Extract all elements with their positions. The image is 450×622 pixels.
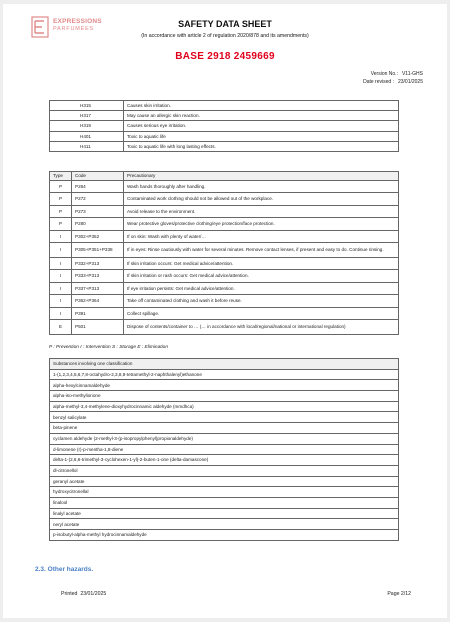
precaution-code: P362+P364 bbox=[72, 295, 124, 307]
precaution-text: If skin irritation or rash occurs: Get medical advice/attention. bbox=[124, 270, 399, 282]
section-heading-other-hazards: 2.3. Other hazards. bbox=[35, 566, 94, 573]
substance-name: geranyl acetate bbox=[50, 476, 399, 487]
logo-line-1: EXPRESSIONS bbox=[53, 18, 102, 25]
hazard-statements-table bbox=[49, 100, 399, 152]
version-label: Version No.: bbox=[370, 71, 398, 77]
table-row bbox=[50, 444, 399, 455]
precaution-type: P bbox=[50, 205, 72, 217]
table-row bbox=[50, 193, 399, 205]
table-row bbox=[50, 519, 399, 530]
table-row bbox=[50, 487, 399, 498]
precaution-code: P302+P352 bbox=[72, 230, 124, 242]
hazard-text: Causes skin irritation. bbox=[124, 101, 399, 111]
precaution-type: E bbox=[50, 319, 72, 334]
substance-name: alpha-methyl-3,4-methylene-dioxyhydrocinnamic aldehyde (mmdhca) bbox=[50, 401, 399, 412]
precaution-text: Dispose of contents/container to … (… in accordance with local/regional/national or international regulation) bbox=[124, 319, 399, 334]
table-row bbox=[50, 141, 399, 151]
precaution-text: Contaminated work clothing should not be allowed out of the workplace. bbox=[124, 193, 399, 205]
date-revised-value: 23/01/2025 bbox=[397, 79, 423, 85]
table-row bbox=[50, 497, 399, 508]
precaution-code: P305+P351+P338 bbox=[72, 242, 124, 257]
precaution-code: P337+P313 bbox=[72, 282, 124, 294]
hazard-code: H315 bbox=[50, 101, 124, 111]
table-row bbox=[50, 380, 399, 391]
table-row bbox=[50, 476, 399, 487]
precaution-type: I bbox=[50, 295, 72, 307]
substance-name: benzyl salicylate bbox=[50, 412, 399, 423]
table-row bbox=[50, 455, 399, 466]
substance-name: d-limonene (r)-p-mentha-1,8-diene bbox=[50, 444, 399, 455]
column-header-precautionary: Precautionary bbox=[124, 172, 399, 181]
table-row bbox=[50, 181, 399, 193]
hazard-code: H401 bbox=[50, 131, 124, 141]
date-revised-label: Date revised : bbox=[363, 79, 394, 85]
substance-name: p-isobutyl-alpha-methyl hydrocinnamaldehyde bbox=[50, 530, 399, 541]
product-name: BASE 2918 2459669 bbox=[175, 51, 275, 62]
table-row bbox=[50, 412, 399, 423]
table-row bbox=[50, 295, 399, 307]
precaution-type: I bbox=[50, 270, 72, 282]
table-row bbox=[50, 131, 399, 141]
document-title: SAFETY DATA SHEET bbox=[178, 19, 272, 29]
precaution-type-legend: P : Prevention I : Intervention S : Storage E : Elimination bbox=[49, 345, 169, 350]
printed-date-value: 23/01/2025 bbox=[80, 591, 107, 597]
table-row bbox=[50, 465, 399, 476]
version-line bbox=[371, 71, 423, 77]
precaution-text: Take off contaminated clothing and wash it before reuse. bbox=[124, 295, 399, 307]
precaution-code: P333+P313 bbox=[72, 270, 124, 282]
column-header-code: Code bbox=[72, 172, 124, 181]
precaution-type: I bbox=[50, 242, 72, 257]
column-header-type: Type bbox=[50, 172, 72, 181]
table-row bbox=[50, 205, 399, 217]
table-row bbox=[50, 391, 399, 402]
precaution-code: P264 bbox=[72, 181, 124, 193]
substance-name: hydroxycitronellal bbox=[50, 487, 399, 498]
page-number: Page 2/12 bbox=[387, 591, 411, 597]
precaution-text: If in eyes: Rinse cautiously with water for several minutes. Remove contact lenses, if present and easy to do. Continue rinsing. bbox=[124, 242, 399, 257]
table-row bbox=[50, 307, 399, 319]
precaution-code: P501 bbox=[72, 319, 124, 334]
logo-line-2: PARFUMÉES bbox=[53, 26, 95, 32]
precautionary-statements-table bbox=[49, 171, 399, 335]
substance-name: delta-1-(2,6,6-trimethyl-3-cyclohexen-1-yl)-2-buten-1-one (delta-damascone) bbox=[50, 455, 399, 466]
table-row bbox=[50, 423, 399, 434]
substance-name: 1-(1,2,3,4,5,6,7,8-octahydro-2,3,8,8-tetramethyl-2-naphthalenyl)ethanone bbox=[50, 369, 399, 380]
precaution-type: I bbox=[50, 230, 72, 242]
table-row bbox=[50, 508, 399, 519]
precaution-text: If skin irritation occurs: Get medical advice/attention. bbox=[124, 257, 399, 269]
substance-name: alpha-hexylcinnamaldehyde bbox=[50, 380, 399, 391]
precaution-type: I bbox=[50, 307, 72, 319]
table-header-row bbox=[50, 359, 399, 370]
document-subtitle: (In accordance with article 2 of regulation 2020/878 and its amendments) bbox=[141, 33, 309, 39]
precaution-type: I bbox=[50, 257, 72, 269]
table-row bbox=[50, 282, 399, 294]
precaution-text: Wash hands thoroughly after handling. bbox=[124, 181, 399, 193]
precaution-code: P280 bbox=[72, 218, 124, 230]
precaution-code: P391 bbox=[72, 307, 124, 319]
table-row bbox=[50, 270, 399, 282]
table-row bbox=[50, 111, 399, 121]
substance-name: linalool bbox=[50, 497, 399, 508]
substance-name: beta-pinene bbox=[50, 423, 399, 434]
substances-table bbox=[49, 358, 399, 541]
document-page bbox=[3, 4, 447, 618]
table-row bbox=[50, 121, 399, 131]
precaution-text: If on skin: Wash with plenty of water/… bbox=[124, 230, 399, 242]
substance-name: linalyl acetate bbox=[50, 508, 399, 519]
hazard-text: Toxic to aquatic life with long lasting effects. bbox=[124, 141, 399, 151]
table-header-row bbox=[50, 172, 399, 181]
precaution-text: Wear protective gloves/protective clothing/eye protection/face protection. bbox=[124, 218, 399, 230]
table-row bbox=[50, 369, 399, 380]
precaution-text: If eye irritation persists: Get medical advice/attention. bbox=[124, 282, 399, 294]
table-row bbox=[50, 319, 399, 334]
table-row bbox=[50, 218, 399, 230]
table-row bbox=[50, 401, 399, 412]
hazard-text: May cause an allergic skin reaction. bbox=[124, 111, 399, 121]
table-row bbox=[50, 101, 399, 111]
precaution-type: P bbox=[50, 218, 72, 230]
precaution-code: P273 bbox=[72, 205, 124, 217]
substance-name: cyclamen aldehyde (2-methyl-3-(p-isopropylphenyl)propionaldehyde) bbox=[50, 433, 399, 444]
precaution-text: Avoid release to the environment. bbox=[124, 205, 399, 217]
hazard-text: Causes serious eye irritation. bbox=[124, 121, 399, 131]
substance-name: alpha-iso-methylionone bbox=[50, 391, 399, 402]
substances-header: Substances involving one classification bbox=[50, 359, 399, 370]
substance-name: neryl acetate bbox=[50, 519, 399, 530]
date-revised-line bbox=[363, 79, 423, 85]
precaution-code: P332+P313 bbox=[72, 257, 124, 269]
precaution-text: Collect spillage. bbox=[124, 307, 399, 319]
hazard-text: Toxic to aquatic life bbox=[124, 131, 399, 141]
hazard-code: H319 bbox=[50, 121, 124, 131]
hazard-code: H411 bbox=[50, 141, 124, 151]
table-row bbox=[50, 242, 399, 257]
printed-label: Printed bbox=[61, 591, 78, 597]
printed-date bbox=[61, 591, 106, 597]
precaution-type: P bbox=[50, 181, 72, 193]
precaution-type: P bbox=[50, 193, 72, 205]
table-row bbox=[50, 530, 399, 541]
substance-name: dl-citronellol bbox=[50, 465, 399, 476]
table-row bbox=[50, 257, 399, 269]
table-row bbox=[50, 433, 399, 444]
precaution-code: P272 bbox=[72, 193, 124, 205]
table-row bbox=[50, 230, 399, 242]
hazard-code: H317 bbox=[50, 111, 124, 121]
version-value: V11-GHS bbox=[401, 71, 423, 77]
precaution-type: I bbox=[50, 282, 72, 294]
